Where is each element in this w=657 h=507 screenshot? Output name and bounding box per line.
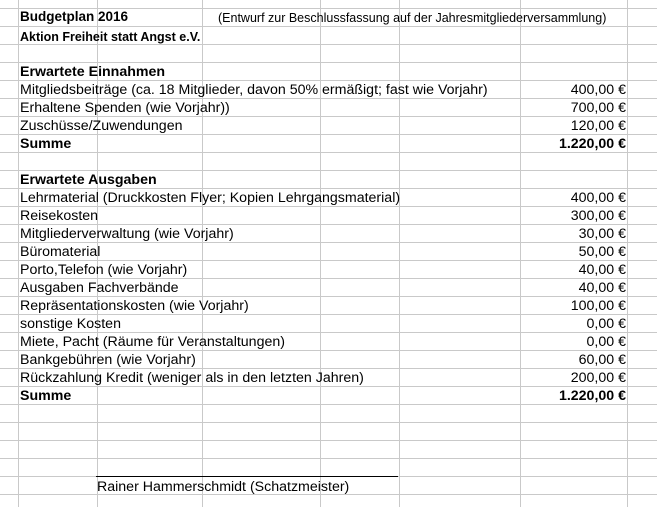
income-sum-label: Summe bbox=[20, 136, 72, 152]
expense-label: Rückzahlung Kredit (weniger als in den letzten Jahren) bbox=[20, 370, 364, 386]
table-row[interactable] bbox=[0, 225, 657, 243]
expense-label: Mitgliederverwaltung (wie Vorjahr) bbox=[20, 226, 234, 242]
income-heading-row[interactable] bbox=[0, 63, 657, 81]
table-row[interactable] bbox=[0, 207, 657, 225]
table-row[interactable] bbox=[0, 315, 657, 333]
budget-title: Budgetplan 2016 bbox=[20, 9, 129, 24]
expense-amount: 50,00 € bbox=[578, 244, 626, 260]
income-label: Zuschüsse/Zuwendungen bbox=[20, 118, 183, 134]
table-row[interactable] bbox=[0, 189, 657, 207]
expense-amount: 60,00 € bbox=[578, 352, 626, 368]
income-amount: 400,00 € bbox=[570, 82, 626, 98]
signature-line bbox=[96, 476, 398, 477]
table-row[interactable] bbox=[0, 369, 657, 387]
income-amount: 700,00 € bbox=[570, 100, 626, 116]
income-label: Mitgliedsbeiträge (ca. 18 Mitglieder, davon 50% ermäßigt; fast wie Vorjahr) bbox=[20, 82, 488, 98]
budget-subtitle: (Entwurf zur Beschlussfassung auf der Jahresmitgliederversammlung) bbox=[218, 11, 607, 25]
expense-label: Lehrmaterial (Druckkosten Flyer; Kopien Lehrgangsmaterial) bbox=[20, 190, 401, 206]
organization-name: Aktion Freiheit statt Angst e.V. bbox=[20, 30, 201, 44]
expenses-sum-amount: 1.220,00 € bbox=[558, 388, 626, 404]
expenses-sum-row[interactable] bbox=[0, 387, 657, 405]
expense-label: Porto,Telefon (wie Vorjahr) bbox=[20, 262, 188, 278]
table-row[interactable] bbox=[0, 81, 657, 99]
income-sum-row[interactable] bbox=[0, 135, 657, 153]
expense-label: Miete, Pacht (Räume für Veranstaltungen) bbox=[20, 334, 285, 350]
expenses-heading: Erwartete Ausgaben bbox=[20, 172, 157, 188]
income-heading: Erwartete Einnahmen bbox=[20, 64, 166, 80]
expenses-heading-row[interactable] bbox=[0, 171, 657, 189]
expenses-sum-label: Summe bbox=[20, 388, 72, 404]
expense-amount: 100,00 € bbox=[570, 298, 626, 314]
expense-amount: 200,00 € bbox=[570, 370, 626, 386]
income-label: Erhaltene Spenden (wie Vorjahr)) bbox=[20, 100, 230, 116]
table-row[interactable] bbox=[0, 333, 657, 351]
expense-amount: 40,00 € bbox=[578, 262, 626, 278]
expense-label: Büromaterial bbox=[20, 244, 101, 260]
expense-amount: 300,00 € bbox=[570, 208, 626, 224]
table-row[interactable] bbox=[0, 279, 657, 297]
table-row[interactable] bbox=[0, 351, 657, 369]
table-row[interactable] bbox=[0, 117, 657, 135]
expense-amount: 0,00 € bbox=[586, 316, 626, 332]
expense-amount: 0,00 € bbox=[586, 334, 626, 350]
table-row[interactable] bbox=[0, 261, 657, 279]
expense-label: Bankgebühren (wie Vorjahr) bbox=[20, 352, 196, 368]
signature-text: Rainer Hammerschmidt (Schatzmeister) bbox=[97, 479, 350, 495]
income-sum-amount: 1.220,00 € bbox=[558, 136, 626, 152]
expense-amount: 40,00 € bbox=[578, 280, 626, 296]
expense-label: Reisekosten bbox=[20, 208, 99, 224]
table-row[interactable] bbox=[0, 243, 657, 261]
expense-amount: 30,00 € bbox=[578, 226, 626, 242]
table-row[interactable] bbox=[0, 99, 657, 117]
income-amount: 120,00 € bbox=[570, 118, 626, 134]
expense-amount: 400,00 € bbox=[570, 190, 626, 206]
expense-label: Ausgaben Fachverbände bbox=[20, 280, 179, 296]
expense-label: sonstige Kosten bbox=[20, 316, 121, 332]
table-row[interactable] bbox=[0, 297, 657, 315]
expense-label: Repräsentationskosten (wie Vorjahr) bbox=[20, 298, 249, 314]
